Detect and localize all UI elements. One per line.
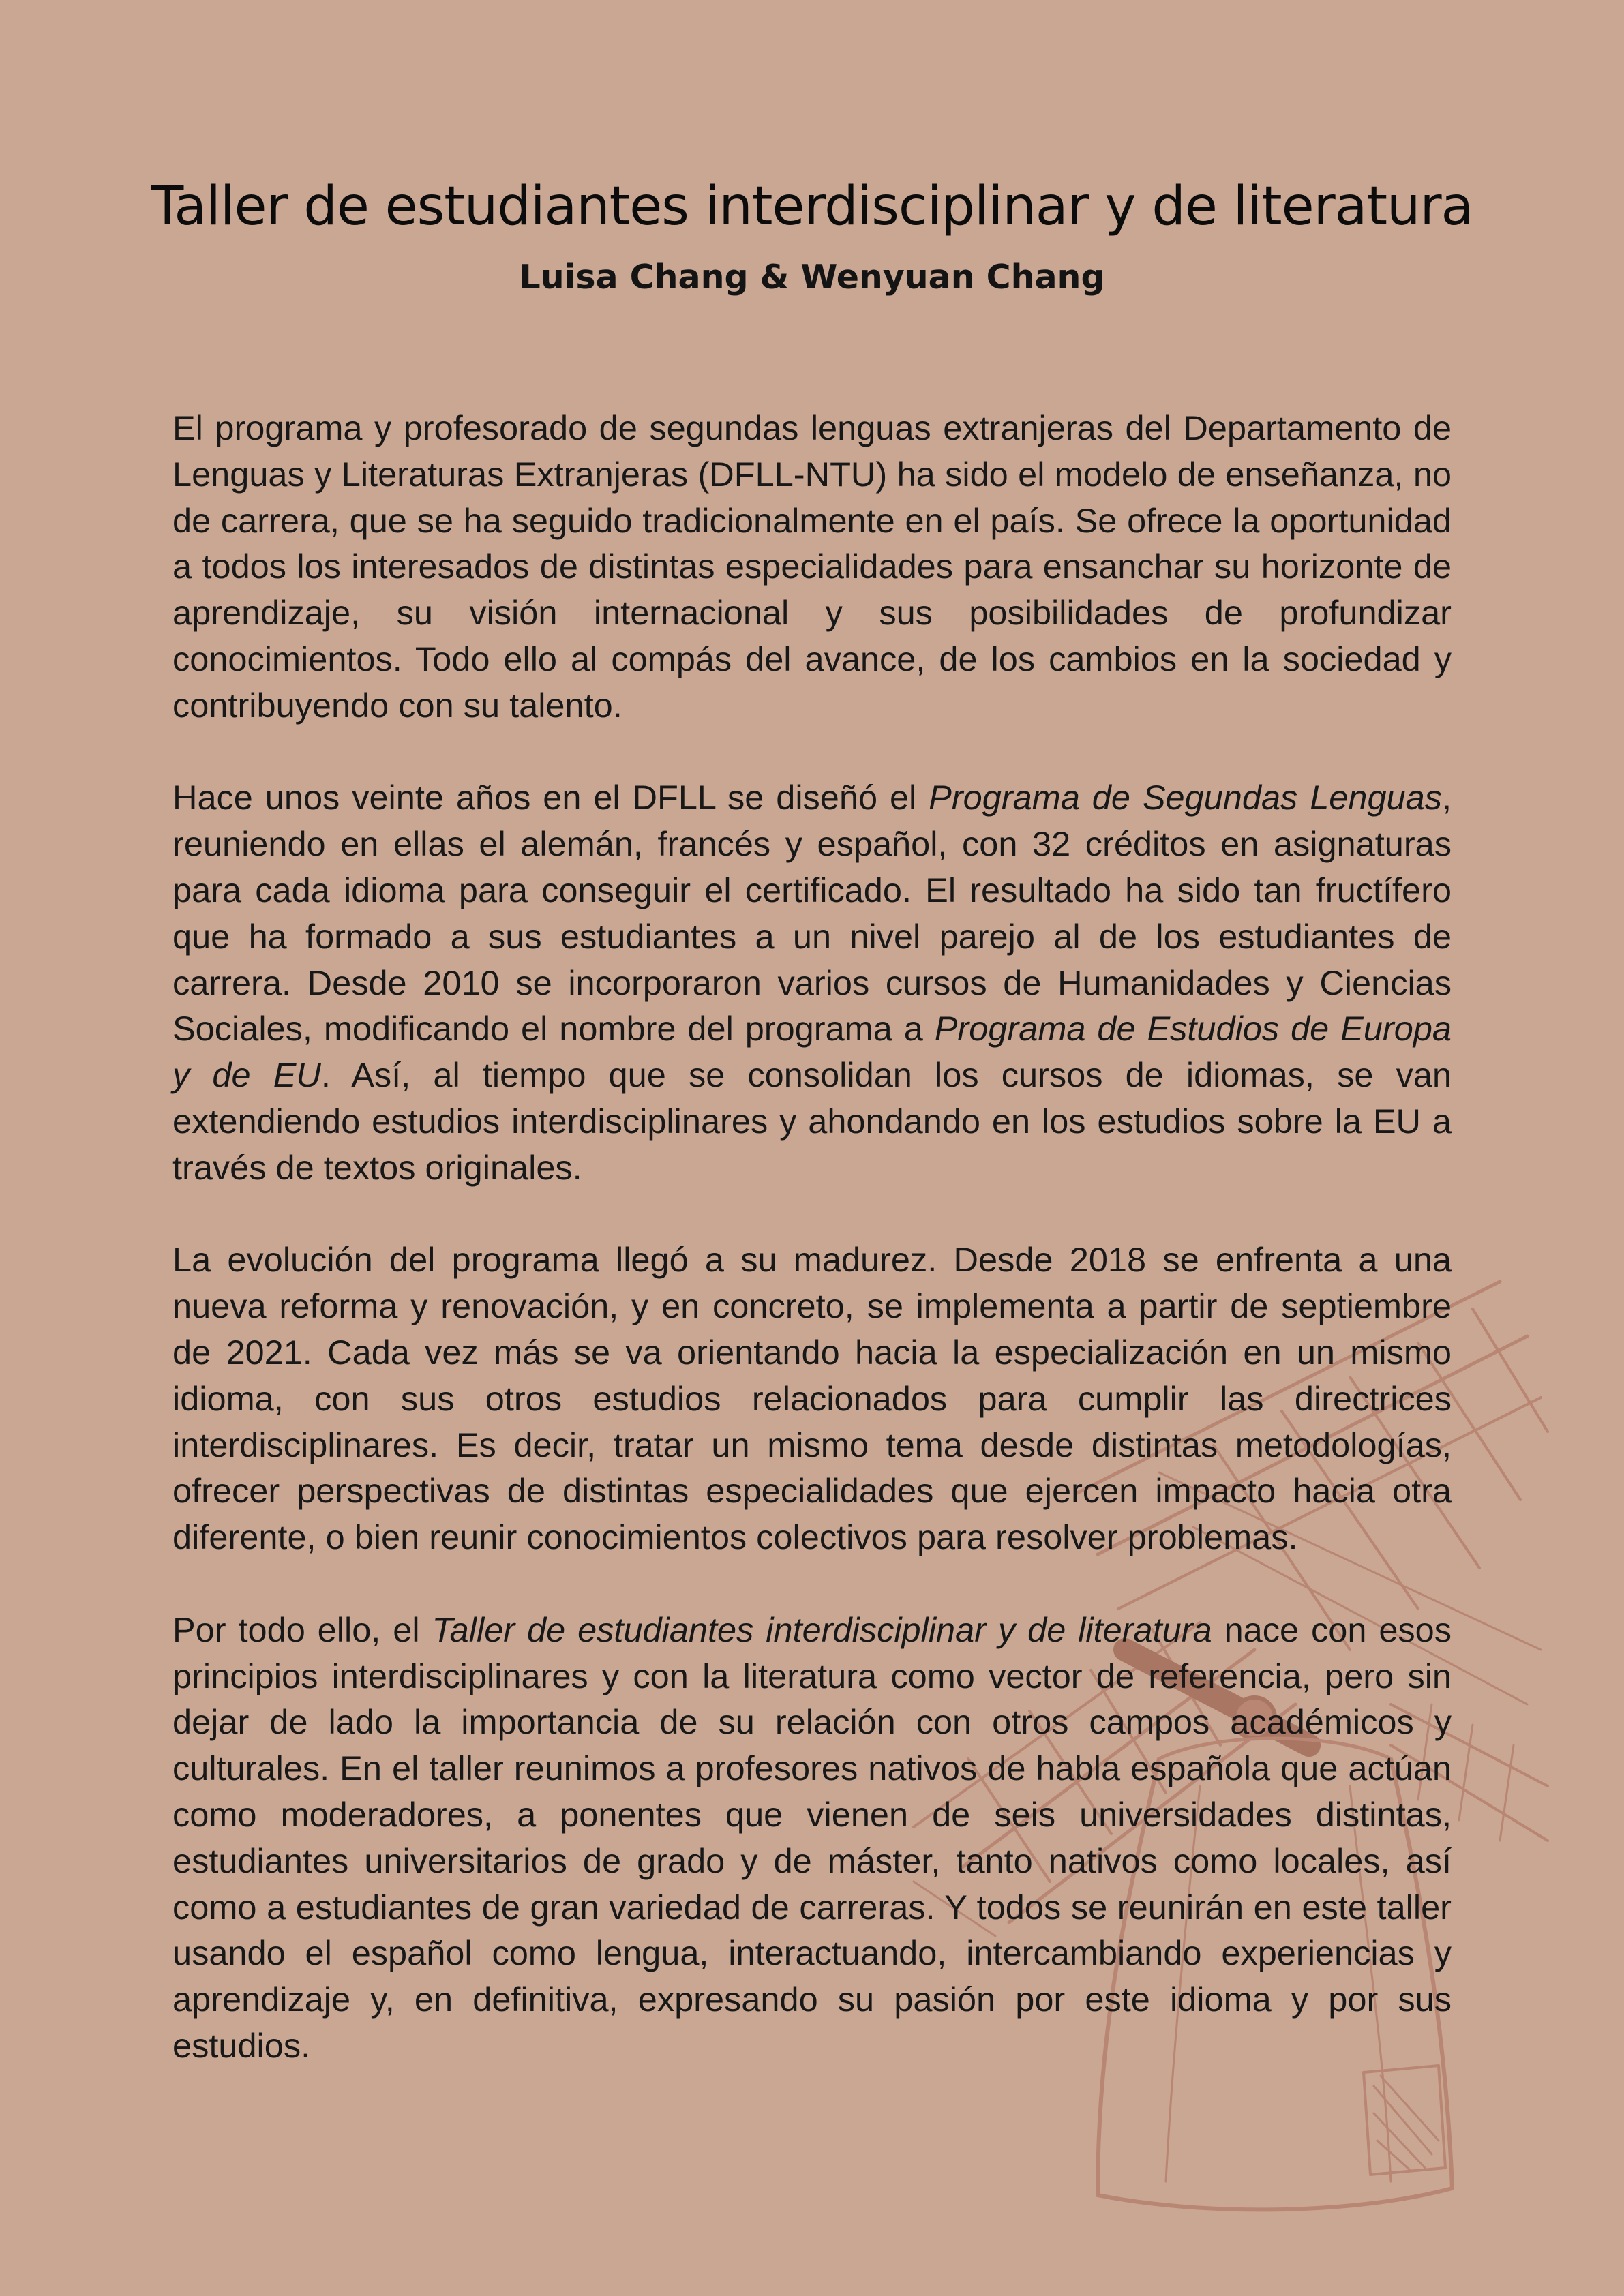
body-text: [172, 405, 1452, 2069]
document-title: Taller de estudiantes interdisciplinar y de literatura: [151, 176, 1473, 237]
workshop-name-italic: Taller de estudiantes interdisciplinar y de literatura: [432, 1610, 1212, 1649]
paragraph-4: Por todo ello, el Taller de estudiantes interdisciplinar y de literatura nace con esos principios interdisciplinares y con la literatura como vector de referencia, pero sin dejar de lado la importancia de su relación con otros campos académicos y culturales. En el taller reunimos a profesores nativos de habla española que actúan como moderadores, a ponentes que vienen de seis universidades distintas, estudiantes universitarios de grado y de máster, tanto nativos como locales, así como a estudiantes de gran variedad de carreras. Y todos se reunirán en este taller usando el español como lengua, interactuando, intercambiando experiencias y aprendizaje y, en definitiva, expresando su pasión por este idioma y por sus estudios.: [172, 1610, 1452, 2065]
program-name-italic: Programa de Estudios de Europa y de EU: [172, 1009, 1452, 1095]
program-name-italic: Programa de Segundas Lenguas: [929, 778, 1442, 817]
paragraph-2: Hace unos veinte años en el DFLL se diseñó el Programa de Segundas Lenguas, reuniendo en ellas el alemán, francés y español, con 32 créditos en asignaturas para cada idioma para conseguir el certificado. El resultado ha sido tan fructífero que ha formado a sus estudiantes a un nivel parejo al de los estudiantes de carrera. Desde 2010 se incorporaron varios cursos de Humanidades y Ciencias Sociales, modificando el nombre del programa a Programa de Estudios de Europa y de EU. Así, al tiempo que se consolidan los cursos de idiomas, se van extendiendo estudios interdisciplinares y ahondando en los estudios sobre la EU a través de textos originales.: [172, 778, 1452, 1187]
authors-line: Luisa Chang & Wenyuan Chang: [519, 258, 1105, 297]
paragraph-3: La evolución del programa llegó a su madurez. Desde 2018 se enfrenta a una nueva reforma y renovación, y en concreto, se implementa a partir de septiembre de 2021. Cada vez más se va orientando hacia la especialización en un mismo idioma, con sus otros estudios relacionados para cumplir las directrices interdisciplinares. Es decir, tratar un mismo tema desde distintas metodologías, ofrecer perspectivas de distintas especialidades que ejercen impacto hacia otra diferente, o bien reunir conocimientos colectivos para resolver problemas.: [172, 1240, 1452, 1557]
paragraph-1: El programa y profesorado de segundas lenguas extranjeras del Departamento de Lenguas y Literaturas Extranjeras (DFLL-NTU) ha sido el modelo de enseñanza, no de carrera, que se ha seguido tradicionalmente en el país. Se ofrece la oportunidad a todos los interesados de distintas especialidades para ensanchar su horizonte de aprendizaje, su visión internacional y sus posibilidades de profundizar conocimientos. Todo ello al compás del avance, de los cambios en la sociedad y contribuyendo con su talento.: [172, 408, 1452, 725]
